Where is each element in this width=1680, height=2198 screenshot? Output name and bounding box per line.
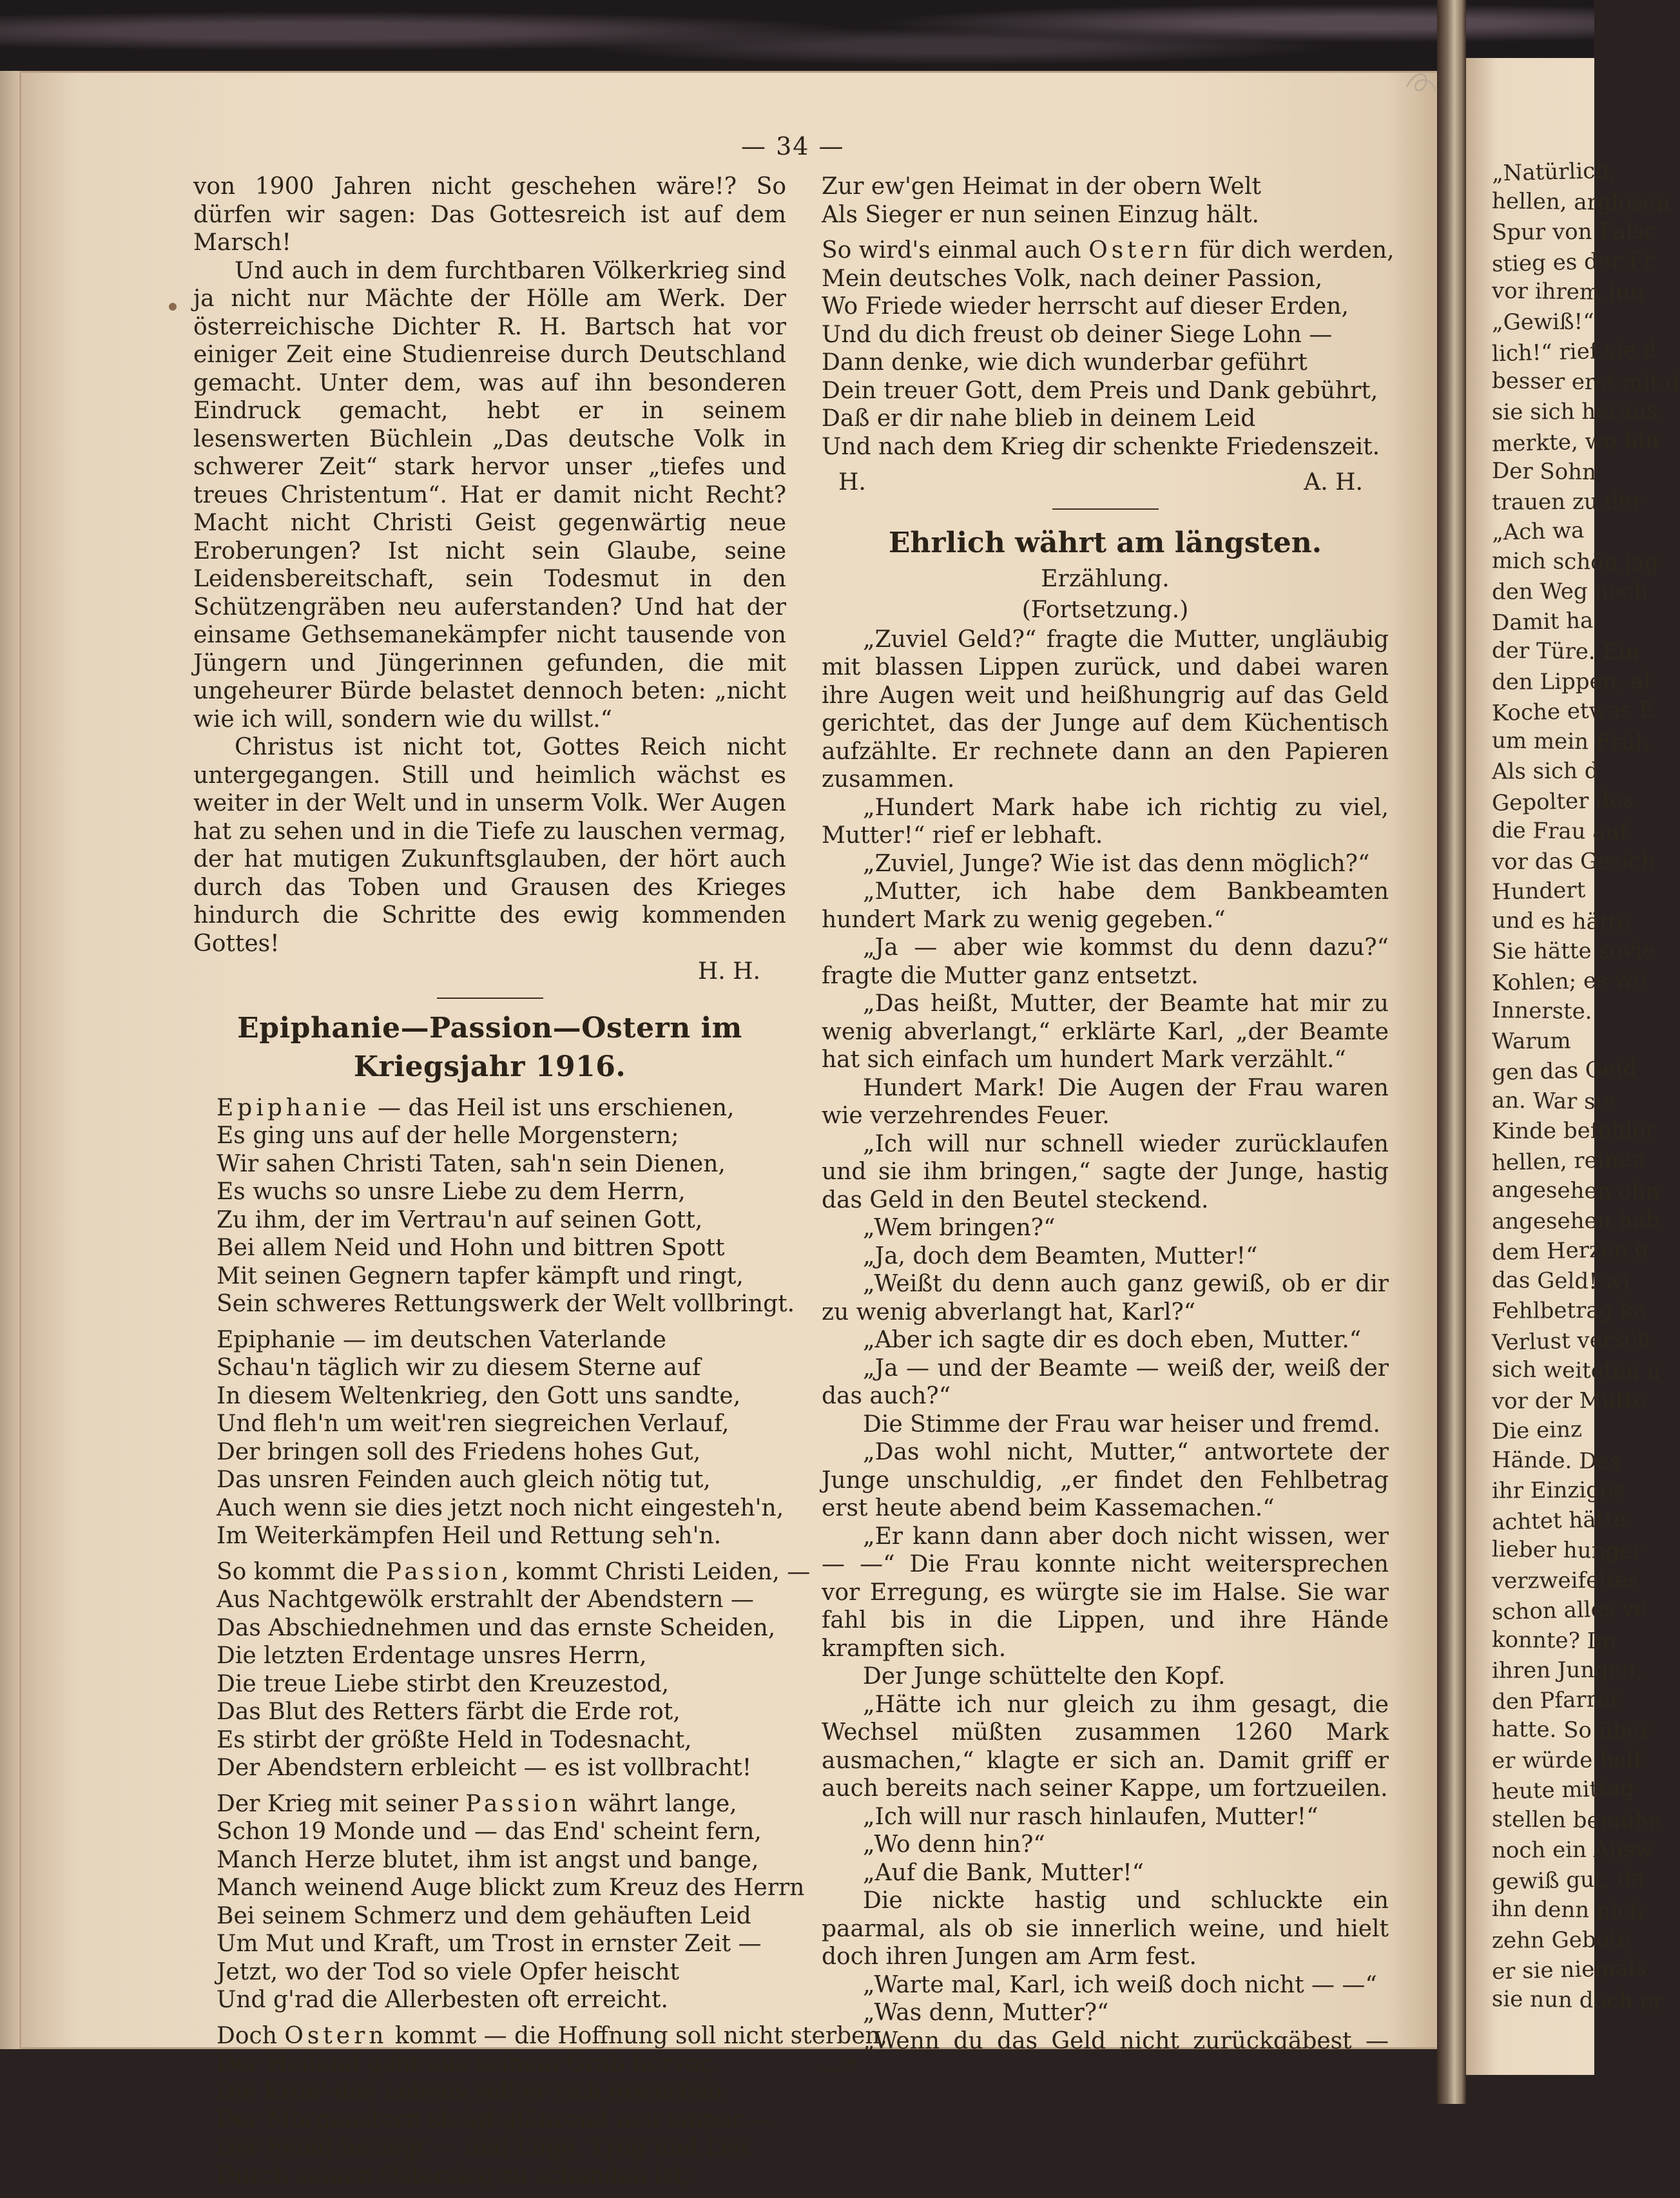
stanza-line: Auch wenn sie dies jetzt noch nicht eingesteh'n, [217,1494,784,1521]
facing-page-line: den Pfarrer [1491,1685,1621,1715]
stanza-line: Bei seinem Schmerz und dem gehäuften Leid [217,1902,751,1929]
poem-signature-left: H. [838,469,866,496]
stanza-keyword: Epiphanie [217,1094,371,1121]
facing-page-line: achtet hätte. [1491,1505,1634,1536]
story-paragraph: Der Junge schüttelte den Kopf. [863,1663,1226,1690]
stanza-line: Die Kron' des Lebens soll er sich erwerben, [217,2078,730,2105]
stanza-line: Das unsren Feinden auch gleich nötig tut, [217,1467,711,1493]
stanza-line: Die letzten Erdentage unsres Herrn, [217,1643,647,1669]
poem-stanza-4 [217,1790,805,2014]
story-paragraph: „Wem bringen?“ [863,1215,1056,1241]
facing-page-line: Gepolter des [1491,786,1635,816]
facing-page-line: um mein Früh [1491,727,1650,756]
poem-stanza-2 [217,1326,786,1550]
facing-page-line: den Lippen, al [1491,668,1651,695]
story-paragraph: „Wo denn hin?“ [863,1831,1045,1858]
stanza-line: Der Abendstern erbleicht — es ist vollbracht! [217,1755,752,1781]
facing-page-line: gewiß gut, da [1491,1865,1645,1895]
story-body [822,626,1389,2083]
intro-paragraph-1: von 1900 Jahren nicht geschehen wäre!? So dürfen wir sagen: Das Gottesreich ist auf dem Marsch! [193,173,786,256]
stanza-line-prefix: Doch [217,2022,285,2049]
story-paragraph: „Zuviel Geld?“ fragte die Mutter, ungläubig mit blassen Lippen zurück, und dabei waren ihre Augen weit und heißhungrig auf das Geld gerichtet, das der Junge auf dem Küchentisch aufzählte. Er rechnete dann an den Papieren zusammen. [822,626,1389,793]
stanza-line: Der Feind besiegt — und Lüge, Trug und List [217,2134,750,2161]
section-divider [437,998,543,999]
story-paragraph: „Mutter, ich habe dem Bankbeamten hundert Mark zu wenig gegeben.“ [822,878,1389,933]
facing-page-line: er würde helf [1491,1746,1642,1774]
stanza-line: Wo Friede wieder herrscht auf dieser Erden, [822,293,1349,320]
intro-paragraph-2: Und auch in dem furchtbaren Völkerkrieg sind ja nicht nur Mächte der Hölle am Werk. Der österreichische Dichter R. H. Bartsch hat vor einiger Zeit eine Studienreise durch Deutschland gemacht. Unter dem, was auf ihn besonderen Eindruck gemacht, hebt er in seinem lesenswerten Büchlein „Das deutsche Volk in schwerer Zeit“ stark hervor unser „tiefes und treues Christentum“. Hat er damit nicht Recht? Macht nicht Christi Geist gegenwärtig neue Eroberungen? Ist nicht sein Glaube, seine Leidensbereitschaft, sein Todesmut in den Schützengräben neu auferstanden? Und hat der einsame Gethsemanekämpfer nicht tausende von Jüngern und Jüngerinnen gefunden, die mit ungeheurer Bürde belastet dennoch beten: „nicht wie ich will, sondern wie du willst.“ [193,257,786,733]
stanza-line: Und nach dem Krieg dir schenkte Friedenszeit. [822,433,1380,460]
stanza-keyword: Epiphanie [217,1326,336,1353]
facing-page-line: vor ihrem Jun [1491,278,1645,306]
facing-page-line: das Geld! wi [1491,1267,1630,1295]
facing-page-line: vor das Gesich [1491,847,1656,875]
facing-page-line: an. War sie [1491,1087,1616,1115]
stanza-line: Jetzt, wo der Tod so viele Opfer heischt [217,1958,679,1985]
story-paragraph: Hundert Mark! Die Augen der Frau waren wie verzehrendes Feuer. [822,1074,1389,1129]
facing-page-line: Warum [1491,1028,1571,1054]
facing-page-line: ihren Jungen, [1491,1657,1643,1684]
book-gutter [1437,0,1466,2104]
facing-page-line: „Gewiß!“ [1491,308,1594,336]
intro-signature: H. H. [697,958,760,985]
facing-page-line: vor der Mutte [1491,1387,1646,1414]
stanza-line-rest: währt lange, [581,1790,737,1817]
facing-page-line: trauen zu der [1491,488,1643,516]
story-paragraph: „Warte mal, Karl, ich weiß doch nicht — —“ [863,1971,1377,1998]
stanza-line: Als Sieger er nun seinen Einzug hält. [822,201,1259,228]
stanza-line: Sein schweres Rettungswerk der Welt vollbringt. [217,1291,795,1317]
stanza-line: Die treue Liebe stirbt den Kreuzestod, [217,1670,670,1697]
facing-page-line: die Frau auf [1491,817,1628,845]
stanza-line-rest: , kommt Christi Leiden, — [501,1558,811,1585]
stanza-line [217,1326,786,1354]
stanza-line: Schon 19 Monde und — das End' scheint fern, [217,1818,762,1845]
story-continued-note: (Fortsetzung.) [1021,596,1189,623]
story-title: Ehrlich währt am längsten. [888,526,1322,559]
facing-page-line: Sie hätte sovie [1491,938,1656,965]
facing-page-line: angesehen hab [1491,1207,1660,1235]
stanza-line: Zur ew'gen Heimat in der obern Welt [822,173,1261,200]
stanza-line-rest: kommt — die Hoffnung soll nicht sterben, [387,2022,888,2049]
stanza-line: Der bringen soll des Friedens hohes Gut, [217,1438,701,1465]
facing-page-line: lich!“ rief sie d [1491,336,1657,367]
facing-page-line: Als sich d [1491,758,1599,785]
pen-scribble-mark [1402,68,1440,100]
facing-page-line: Kohlen; es wo [1491,966,1647,996]
facing-page-line: Damit ha [1491,607,1594,636]
facing-page-line: hellen, reinen [1491,1146,1646,1176]
story-paragraph: „Ja, doch dem Beamten, Mutter!“ [863,1242,1258,1269]
story-paragraph: „Das wohl nicht, Mutter,“ antwortete der Junge unschuldig, „er findet den Fehlbetrag erst heute abend beim Kassemachen.“ [822,1439,1389,1521]
facing-page-line: lieber hunger [1491,1536,1643,1565]
facing-page-line: Spur von Falsc [1491,218,1657,246]
story-paragraph: „Ja — aber wie kommst du denn dazu?“ fragte die Mutter ganz entsetzt. [822,934,1389,989]
poem-stanza-1 [217,1094,795,1318]
stanza-line-prefix: Der Krieg mit seiner [217,1790,466,1817]
facing-page-line: Koche etwas E [1491,696,1656,727]
story-paragraph: „Aber ich sagte dir es doch eben, Mutter.“ [863,1327,1362,1353]
story-paragraph: Die Stimme der Frau war heiser und fremd. [863,1411,1380,1438]
facing-page-line: heute mittag [1491,1775,1635,1805]
page-number: — 34 — [741,132,845,160]
facing-page-line: angesehen ohn [1491,1177,1660,1205]
stanza-line: Dann denke, wie dich wunderbar geführt [822,349,1308,376]
facing-page-line: stellen bemühe [1491,1806,1663,1835]
story-paragraph: „Das heißt, Mutter, der Beamte hat mir zu wenig abverlangt,“ erklärte Karl, „der Beamte hat sich einfach um hundert Mark verzählt.“ [822,990,1389,1073]
facing-page-line: der Türe. Ein [1491,637,1640,666]
facing-page-line: hellen, arglosen [1491,188,1670,217]
stanza-line-rest: — das Heil ist uns erschienen, [370,1094,735,1121]
stanza-keyword: Ostern [1088,237,1192,264]
poem-continuation [822,173,1389,229]
poem-final-stanza [822,236,1395,461]
story-paragraph: „Auf die Bank, Mutter!“ [863,1859,1144,1886]
stanza-line [217,2022,888,2050]
stanza-line: Durch seinen Ostersieg zu schanden ist; [217,2163,691,2189]
stanza-line [217,1790,786,1818]
stanza-line-rest: für dich werden, [1192,237,1395,264]
stanza-line [217,1094,786,1123]
facing-page-line: merkte, wo hin [1491,427,1660,457]
stanza-line: Der Heiland geht aus seinem Grab hervor, [217,2050,715,2077]
stanza-line: Bei allem Neid und Hohn und bittren Spott [217,1235,725,1261]
facing-page-line: „Ach wa [1491,517,1585,546]
facing-page-line: konnte? Im [1491,1626,1617,1654]
poem-stanza-3 [217,1558,811,1782]
stanza-line [822,236,1395,265]
facing-page-line: dem Herzen g [1491,1235,1649,1266]
stanza-line: Wir sahen Christi Taten, sah'n sein Dienen, [217,1150,726,1177]
intro-paragraph-3: Christus ist nicht tot, Gottes Reich nicht untergegangen. Still und heimlich wächst es weiter in der Welt und in unserm Volk. Wer Augen hat zu sehen und in die Tiefe zu lauschen vermag, der hat mutigen Zukunftsglauben, der hört auch durch das Toben und Grausen des Krieges hindurch die Schritte des ewig kommenden Gottes! [193,734,786,957]
stanza-line: Das Blut des Retters färbt die Erde rot, [217,1699,681,1725]
stanza-line: Aus Nachtgewölk erstrahlt der Abendstern — [217,1586,754,1613]
stanza-line: Mit seinen Gegnern tapfer kämpft und ringt, [217,1262,744,1289]
facing-page-line: Fehlbetrag ka [1491,1297,1647,1324]
facing-page-line: Hände. Das [1491,1447,1621,1474]
story-paragraph: „Hundert Mark habe ich richtig zu viel, Mutter!“ rief er lebhaft. [822,794,1389,849]
stanza-line: In diesem Weltenkrieg, den Gott uns sandte, [217,1382,741,1409]
facing-page-line: mich schön jag [1491,547,1659,576]
story-paragraph: Die nickte hastig und schluckte ein paarmal, als ob sie innerlich weine, und hielt doch ihren Jungen am Arm fest. [822,1887,1389,1970]
stanza-line: Es wuchs so unsre Liebe zu dem Herrn, [217,1179,686,1205]
stanza-line-prefix: So wird's einmal auch [822,237,1089,264]
facing-page-line: verzweifeltes [1491,1567,1639,1594]
story-paragraph: „Ich will nur rasch hinlaufen, Mutter!“ [863,1803,1318,1830]
stanza-line: Der Morgenstern steigt glänzend neu empor — [217,2106,773,2133]
story-paragraph: „Ich will nur schnell wieder zurücklaufen und sie ihm bringen,“ sagte der Junge, hastig das Geld in den Beutel steckend. [822,1130,1389,1213]
facing-page-line: Der Sohn [1491,458,1597,486]
poem-signatures [822,468,1389,497]
story-paragraph: „Ja — und der Beamte — weiß der, weiß der das auch?“ [822,1354,1389,1409]
facing-page-line: „Natürlich, [1491,157,1617,187]
stanza-line: Es ging uns auf der helle Morgenstern; [217,1123,679,1149]
story-paragraph: „Wenn du das Geld nicht zurückgäbest — —“ [822,2027,1389,2082]
story-genre: Erzählung. [1041,565,1170,592]
stanza-line: Schau'n täglich wir zu diesem Sterne auf [217,1354,701,1381]
facing-page-line: noch ein Ausw [1491,1836,1654,1864]
facing-page-line: hatte. So über [1491,1716,1651,1744]
story-paragraph: „Hätte ich nur gleich zu ihm gesagt, die Wechsel müßten zusammen 1260 Mark ausmachen,“ klagte er sich an. Damit griff er auch bereits nach seiner Kappe, um fortzueilen. [822,1691,1389,1802]
facing-page-line: Kinde befehler [1491,1117,1656,1144]
facing-page-line: Hundert [1491,877,1586,905]
stanza-line: Um Mut und Kraft, um Trost in ernster Zeit — [217,1931,762,1957]
facing-page-line: Innerste. [1491,997,1592,1025]
facing-page-line: sie sich heraus. [1491,398,1665,425]
stanza-line: Dein treuer Gott, dem Preis und Dank gebührt, [822,377,1378,404]
poem-stanza-5 [217,2022,888,2190]
story-paragraph: „Er kann dann aber doch nicht wissen, wer — —“ Die Frau konnte nicht weitersprechen vor Erregung, es würgte sie im Halse. Sie war fahl bis in die Lippen, und ihre Hände krampften sich. [822,1523,1389,1662]
facing-page-line: ihn denn nich [1491,1896,1644,1924]
facing-page-line: den Weg noch [1491,578,1648,605]
story-paragraph: „Weißt du denn auch ganz gewiß, ob er dir zu wenig abverlangt hat, Karl?“ [822,1271,1389,1326]
facing-page-fragment [1466,58,1680,2075]
facing-page-line: zehn Gebote [1491,1926,1632,1954]
facing-page-line: Die einz [1491,1416,1583,1445]
facing-page-line: und es hätte [1491,907,1630,935]
facing-page-line: ihr Einziges [1491,1477,1625,1504]
stanza-keyword: Passion [385,1558,502,1585]
left-column [193,173,888,2198]
stanza-line: Das Abschiednehmen und das ernste Scheiden, [217,1614,776,1641]
facing-page-line: stieg es der Fr [1491,247,1655,277]
stanza-line: Mein deutsches Volk, nach deiner Passion, [822,265,1323,292]
stanza-line: Es stirbt der größte Held in Todesnacht, [217,1726,692,1753]
stanza-line: Und fleh'n um weit'ren siegreichen Verlauf, [217,1411,729,1437]
stanza-line-prefix: So kommt die [217,1558,386,1585]
facing-page-line: sie nun doch er [1491,1985,1664,2014]
facing-page-line: schon alles ve [1491,1595,1648,1626]
story-paragraph: „Was denn, Mutter?“ [863,2000,1109,2026]
stanza-line: Daß er dir nahe blieb in deinem Leid [822,405,1256,432]
facing-page-line: gen das Geld [1491,1056,1637,1086]
stanza-line: Zu ihm, der im Vertrau'n auf seinen Gott, [217,1206,703,1233]
stanza-line: Und du dich freust ob deiner Siege Lohn — [822,321,1333,348]
stanza-keyword: Ostern [284,2022,388,2049]
stanza-line-rest: — im deutschen Vaterlande [335,1326,666,1353]
section-divider [1052,508,1159,510]
stanza-line [217,1558,811,1586]
stanza-keyword: Passion [465,1790,581,1817]
poem-signature-right: A. H. [1304,469,1363,496]
facing-page-line: besser erst mit d [1491,367,1680,396]
facing-page-line: er sie niemals [1491,1954,1647,1985]
poem-title: Epiphanie—Passion—Ostern im Kriegsjahr 1916. [237,1011,742,1083]
story-paragraph: „Zuviel, Junge? Wie ist das denn möglich?“ [863,850,1370,877]
right-column [822,173,1395,2083]
marbled-book-cover [0,0,1594,77]
stanza-line: Manch weinend Auge blickt zum Kreuz des Herrn [217,1875,805,1901]
stanza-line: Und g'rad die Allerbesten oft erreicht. [217,1987,668,2013]
page-pinhole [169,303,177,311]
stanza-line: Im Weiterkämpfen Heil und Rettung seh'n. [217,1523,722,1549]
stanza-line: Manch Herze blutet, ihm ist angst und bange, [217,1846,759,1873]
facing-page-line: sich weiteten u [1491,1356,1661,1385]
facing-page-line: Verlust versch [1491,1326,1651,1356]
